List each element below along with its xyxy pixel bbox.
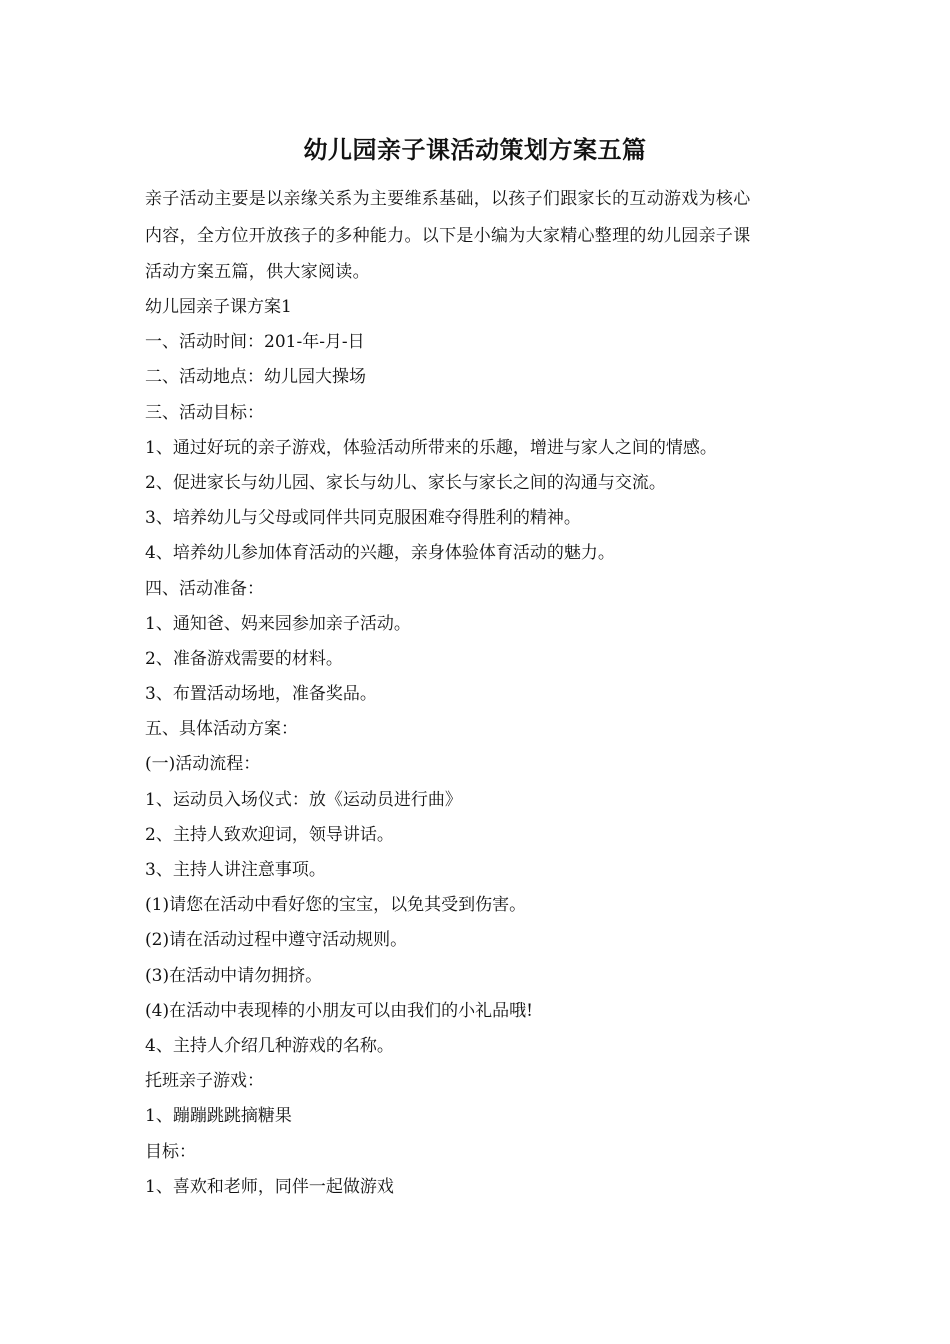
section-heading: 幼儿园亲子课方案1 bbox=[145, 297, 292, 317]
text-line: 3、主持人讲注意事项。 bbox=[145, 860, 326, 880]
text-line: 3、培养幼儿与父母或同伴共同克服困难夺得胜利的精神。 bbox=[145, 508, 581, 529]
text-line: 1、通知爸、妈来园参加亲子活动。 bbox=[145, 613, 411, 634]
text-line: (一)活动流程： bbox=[145, 754, 261, 775]
text-line: (2)请在活动过程中遵守活动规则。 bbox=[145, 930, 408, 951]
text-line: 4、培养幼儿参加体育活动的兴趣，亲身体验体育活动的魅力。 bbox=[145, 543, 615, 564]
text-line: 一、活动时间：201-年-月-日 bbox=[145, 332, 365, 353]
document-body bbox=[145, 290, 810, 1205]
text-line: (3)在活动中请勿拥挤。 bbox=[145, 965, 323, 986]
text-line: 托班亲子游戏： bbox=[145, 1071, 264, 1092]
document-title: 幼儿园亲子课活动策划方案五篇 bbox=[303, 135, 647, 164]
text-line: 2、主持人致欢迎词，领导讲话。 bbox=[145, 824, 394, 845]
text-line: 三、活动目标： bbox=[145, 402, 264, 423]
text-line: 1、蹦蹦跳跳摘糖果 bbox=[145, 1106, 292, 1127]
text-line: 目标： bbox=[145, 1141, 196, 1162]
text-line: (4)在活动中表现棒的小朋友可以由我们的小礼品哦! bbox=[145, 1000, 533, 1021]
intro-line: 活动方案五篇，供大家阅读。 bbox=[145, 262, 370, 282]
text-line: 2、准备游戏需要的材料。 bbox=[145, 648, 343, 669]
intro-line: 亲子活动主要是以亲缘关系为主要维系基础，以孩子们跟家长的互动游戏为核心 bbox=[145, 189, 751, 209]
text-line: 五、具体活动方案： bbox=[145, 719, 298, 740]
text-line: 2、促进家长与幼儿园、家长与幼儿、家长与家长之间的沟通与交流。 bbox=[145, 472, 666, 493]
text-line: 二、活动地点：幼儿园大操场 bbox=[145, 367, 366, 388]
text-line: (1)请您在活动中看好您的宝宝，以免其受到伤害。 bbox=[145, 895, 527, 916]
text-line: 四、活动准备： bbox=[145, 578, 264, 599]
text-line: 1、运动员入场仪式：放《运动员进行曲》 bbox=[145, 789, 462, 810]
text-line: 4、主持人介绍几种游戏的名称。 bbox=[145, 1035, 394, 1056]
text-line: 1、通过好玩的亲子游戏，体验活动所带来的乐趣，增进与家人之间的情感。 bbox=[145, 437, 717, 458]
text-line: 3、布置活动场地，准备奖品。 bbox=[145, 684, 377, 705]
intro-paragraph bbox=[145, 181, 810, 291]
intro-line: 内容，全方位开放孩子的多种能力。以下是小编为大家精心整理的幼儿园亲子课 bbox=[145, 225, 751, 246]
text-line: 1、喜欢和老师，同伴一起做游戏 bbox=[145, 1176, 394, 1197]
